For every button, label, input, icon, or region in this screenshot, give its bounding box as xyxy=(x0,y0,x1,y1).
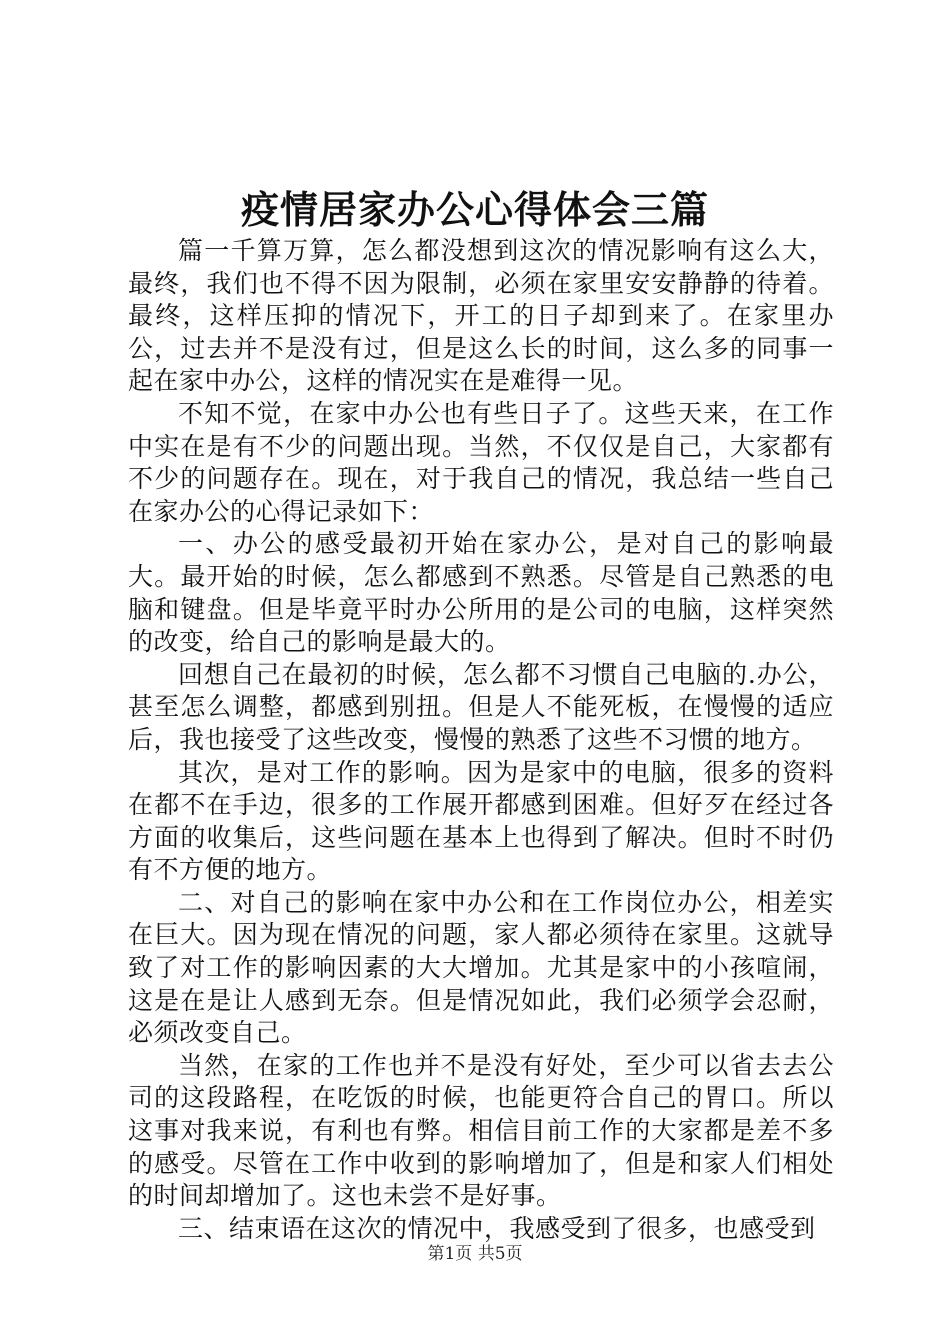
document-title: 疫情居家办公心得体会三篇 xyxy=(240,187,709,232)
page-number-footer: 第1页 共5页 xyxy=(427,1244,523,1264)
document-body xyxy=(128,235,834,1245)
paragraph-6: 二、对自己的影响在家中办公和在工作岗位办公，相差实在巨大。因为现在情况的问题，家人都必须待在家里。这就导致了对工作的影响因素的大大增加。尤其是家中的小孩喧闹，这是在是让人感到无奈。但是情况如此，我们必须学会忍耐，必须改变自己。 xyxy=(128,887,834,1048)
paragraph-1: 篇一千算万算，怎么都没想到这次的情况影响有这么大，最终，我们也不得不因为限制，必须在家里安安静静的待着。最终，这样压抑的情况下，开工的日子却到来了。在家里办公，过去并不是没有过，但是这么长的时间，这么多的同事一起在家中办公，这样的情况实在是难得一见。 xyxy=(128,236,834,396)
paragraph-5: 其次，是对工作的影响。因为是家中的电脑，很多的资料在都不在手边，很多的工作展开都感到困难。但好歹在经过各方面的收集后，这些问题在基本上也得到了解决。但时不时仍有不方便的地方。 xyxy=(128,757,834,885)
paragraph-3: 一、办公的感受最初开始在家办公，是对自己的影响最大。最开始的时候，怎么都感到不熟悉。尽管是自己熟悉的电脑和键盘。但是毕竟平时办公所用的是公司的电脑，这样突然的改变，给自己的影响是最大的。 xyxy=(128,529,834,657)
paragraph-7: 当然，在家的工作也并不是没有好处，至少可以省去去公司的这段路程，在吃饭的时候，也能更符合自己的胃口。所以这事对我来说，有利也有弊。相信目前工作的大家都是差不多的感受。尽管在工作中收到的影响增加了，但是和家人们相处的时间却增加了。这也未尝不是好事。 xyxy=(128,1050,834,1211)
paragraph-8: 三、结束语在这次的情况中，我感受到了很多，也感受到 xyxy=(178,1213,816,1243)
paragraph-2: 不知不觉，在家中办公也有些日子了。这些天来，在工作中实在是有不少的问题出现。当然，不仅仅是自己，大家都有不少的问题存在。现在，对于我自己的情况，我总结一些自己在家办公的心得记录如下： xyxy=(128,398,834,526)
paragraph-4: 回想自己在最初的时候，怎么都不习惯自己电脑的.办公，甚至怎么调整，都感到别扭。但是人不能死板，在慢慢的适应后，我也接受了这些改变，慢慢的熟悉了这些不习惯的地方。 xyxy=(128,659,834,754)
